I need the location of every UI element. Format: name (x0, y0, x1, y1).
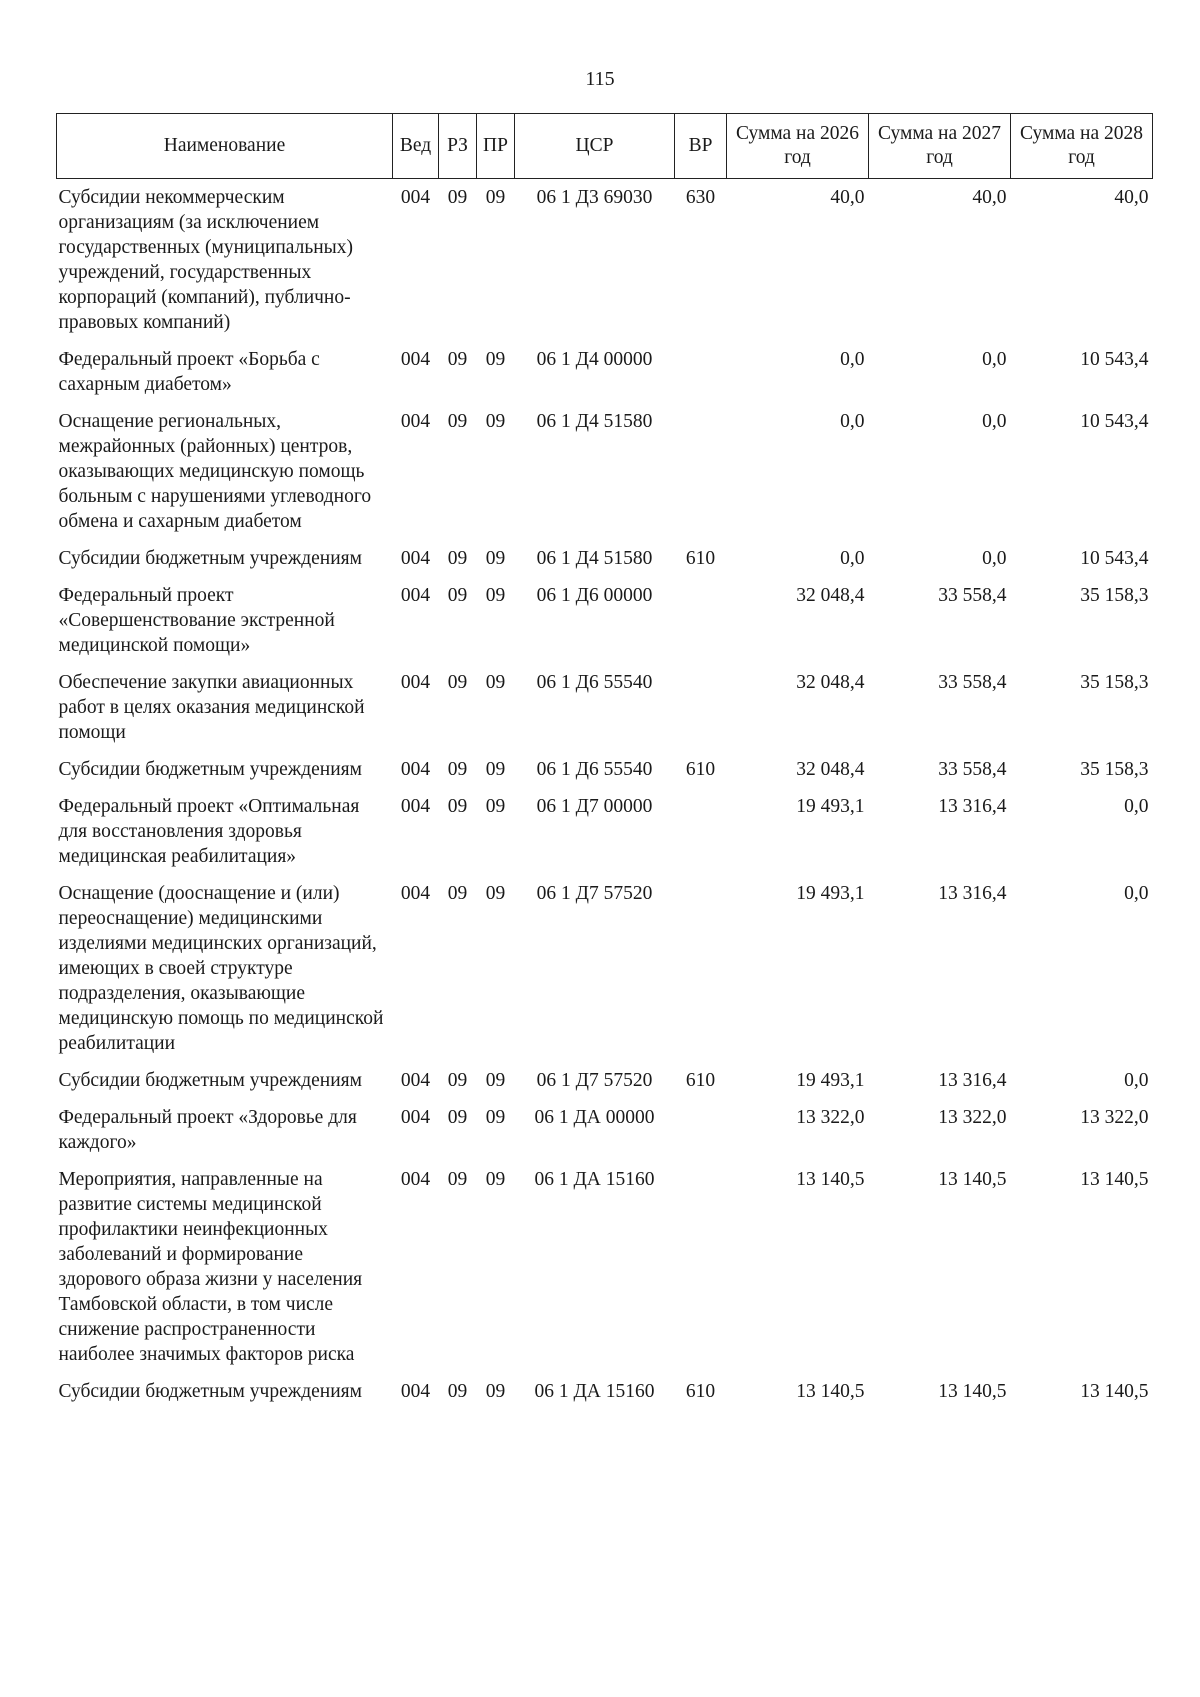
cell-ved: 004 (400, 585, 431, 606)
cell-sum-2026: 32 048,4 (796, 759, 865, 780)
cell-name: Субсидии некоммерческим организациям (за исключением государственных (муниципальных) учреждений, государственных корпораций (компаний), публично-правовых компаний) (58, 187, 354, 333)
cell-sum-2026: 0,0 (840, 349, 865, 370)
cell-sum-2026: 13 140,5 (796, 1169, 865, 1190)
table-row (57, 664, 1153, 751)
table-row (57, 788, 1153, 875)
cell-csr: 06 1 ДА 00000 (534, 1107, 655, 1128)
header-sum-2026: Сумма на 2026 год (727, 114, 869, 179)
cell-sum-2028: 0,0 (1124, 1070, 1149, 1091)
cell-sum-2027: 40,0 (972, 187, 1007, 208)
cell-csr: 06 1 ДА 15160 (534, 1169, 655, 1190)
cell-sum-2027: 0,0 (982, 349, 1007, 370)
cell-sum-2027: 13 316,4 (938, 883, 1007, 904)
cell-pr: 09 (485, 883, 506, 904)
cell-sum-2026: 32 048,4 (796, 585, 865, 606)
cell-sum-2026: 0,0 (840, 548, 865, 569)
cell-name: Оснащение региональных, межрайонных (районных) центров, оказывающих медицинскую помощь больным с нарушениями углеводного обмена и сахарным диабетом (58, 411, 372, 532)
table-row (57, 875, 1153, 1062)
table-row (57, 577, 1153, 664)
cell-ved: 004 (400, 759, 431, 780)
cell-sum-2027: 13 140,5 (938, 1381, 1007, 1402)
cell-vr (675, 788, 727, 875)
cell-pr: 09 (485, 1381, 506, 1402)
cell-pr: 09 (485, 1070, 506, 1091)
cell-sum-2026: 19 493,1 (796, 796, 865, 817)
cell-pr: 09 (485, 1107, 506, 1128)
cell-ved: 004 (400, 1070, 431, 1091)
cell-sum-2026: 40,0 (830, 187, 865, 208)
cell-csr: 06 1 ДА 15160 (534, 1381, 655, 1402)
cell-sum-2028: 0,0 (1124, 796, 1149, 817)
cell-pr: 09 (485, 759, 506, 780)
cell-name: Обеспечение закупки авиационных работ в целях оказания медицинской помощи (58, 672, 365, 743)
cell-rz: 09 (447, 759, 468, 780)
cell-rz: 09 (447, 672, 468, 693)
cell-pr: 09 (485, 411, 506, 432)
header-rz: РЗ (439, 114, 477, 179)
cell-ved: 004 (400, 548, 431, 569)
header-name: Наименование (57, 114, 393, 179)
cell-sum-2028: 13 322,0 (1080, 1107, 1149, 1128)
table-header-row (57, 114, 1153, 179)
cell-rz: 09 (447, 1070, 468, 1091)
cell-sum-2026: 0,0 (840, 411, 865, 432)
cell-csr: 06 1 Д4 51580 (536, 411, 653, 432)
cell-name: Федеральный проект «Борьба с сахарным диабетом» (58, 349, 320, 395)
cell-sum-2028: 35 158,3 (1080, 672, 1149, 693)
cell-name: Мероприятия, направленные на развитие системы медицинской профилактики неинфекционных заболеваний и формирование здорового образа жизни у населения Тамбовской области, в том числе снижение распространенности наиболее значимых факторов риска (58, 1169, 363, 1365)
cell-sum-2027: 13 140,5 (938, 1169, 1007, 1190)
cell-name: Оснащение (дооснащение и (или) переоснащение) медицинскими изделиями медицинских организаций, имеющих в своей структуре подразделения, оказывающие медицинскую помощь по медицинской реабилитации (58, 883, 384, 1054)
header-ved: Вед (393, 114, 439, 179)
cell-ved: 004 (400, 187, 431, 208)
header-sum-2027: Сумма на 2027 год (869, 114, 1011, 179)
cell-pr: 09 (485, 548, 506, 569)
cell-csr: 06 1 Д7 57520 (536, 1070, 653, 1091)
cell-sum-2027: 33 558,4 (938, 672, 1007, 693)
cell-sum-2026: 13 140,5 (796, 1381, 865, 1402)
table-row (57, 1373, 1153, 1410)
cell-sum-2026: 19 493,1 (796, 883, 865, 904)
cell-sum-2028: 40,0 (1114, 187, 1149, 208)
cell-rz: 09 (447, 1381, 468, 1402)
cell-pr: 09 (485, 1169, 506, 1190)
cell-pr: 09 (485, 349, 506, 370)
cell-rz: 09 (447, 883, 468, 904)
table-row (57, 403, 1153, 540)
cell-sum-2027: 0,0 (982, 548, 1007, 569)
cell-ved: 004 (400, 883, 431, 904)
cell-vr: 610 (685, 548, 716, 569)
cell-rz: 09 (447, 548, 468, 569)
cell-ved: 004 (400, 1107, 431, 1128)
cell-rz: 09 (447, 411, 468, 432)
budget-table-container (56, 113, 1152, 1410)
cell-csr: 06 1 Д3 69030 (536, 187, 653, 208)
cell-sum-2026: 19 493,1 (796, 1070, 865, 1091)
cell-vr (675, 403, 727, 540)
cell-csr: 06 1 Д7 57520 (536, 883, 653, 904)
cell-name: Субсидии бюджетным учреждениям (58, 759, 362, 780)
cell-vr: 610 (685, 1070, 716, 1091)
cell-csr: 06 1 Д4 00000 (536, 349, 653, 370)
cell-rz: 09 (447, 585, 468, 606)
cell-ved: 004 (400, 1169, 431, 1190)
table-body (57, 179, 1153, 1411)
cell-vr (675, 1099, 727, 1161)
cell-name: Федеральный проект «Оптимальная для восстановления здоровья медицинская реабилитация» (58, 796, 360, 867)
table-row (57, 1099, 1153, 1161)
cell-sum-2028: 13 140,5 (1080, 1169, 1149, 1190)
cell-ved: 004 (400, 1381, 431, 1402)
cell-name: Федеральный проект «Совершенствование экстренной медицинской помощи» (58, 585, 335, 656)
cell-sum-2028: 0,0 (1124, 883, 1149, 904)
header-csr: ЦСР (515, 114, 675, 179)
cell-pr: 09 (485, 187, 506, 208)
cell-csr: 06 1 Д6 55540 (536, 672, 653, 693)
cell-vr: 610 (685, 1381, 716, 1402)
cell-sum-2027: 13 316,4 (938, 1070, 1007, 1091)
cell-sum-2027: 0,0 (982, 411, 1007, 432)
header-sum-2028: Сумма на 2028 год (1011, 114, 1153, 179)
cell-vr (675, 577, 727, 664)
cell-vr (675, 875, 727, 1062)
cell-rz: 09 (447, 796, 468, 817)
table-row (57, 751, 1153, 788)
cell-ved: 004 (400, 411, 431, 432)
cell-csr: 06 1 Д7 00000 (536, 796, 653, 817)
header-pr: ПР (477, 114, 515, 179)
table-row (57, 341, 1153, 403)
cell-pr: 09 (485, 585, 506, 606)
cell-sum-2027: 13 316,4 (938, 796, 1007, 817)
cell-sum-2027: 13 322,0 (938, 1107, 1007, 1128)
cell-csr: 06 1 Д4 51580 (536, 548, 653, 569)
cell-ved: 004 (400, 796, 431, 817)
table-row (57, 179, 1153, 342)
cell-sum-2028: 13 140,5 (1080, 1381, 1149, 1402)
cell-csr: 06 1 Д6 55540 (536, 759, 653, 780)
cell-name: Федеральный проект «Здоровье для каждого» (58, 1107, 357, 1153)
table-row (57, 1062, 1153, 1099)
cell-vr (675, 1161, 727, 1373)
cell-sum-2027: 33 558,4 (938, 759, 1007, 780)
table-row (57, 540, 1153, 577)
cell-name: Субсидии бюджетным учреждениям (58, 1070, 362, 1091)
budget-table (56, 113, 1153, 1410)
cell-sum-2028: 10 543,4 (1080, 349, 1149, 370)
cell-sum-2026: 32 048,4 (796, 672, 865, 693)
cell-name: Субсидии бюджетным учреждениям (58, 1381, 362, 1402)
cell-pr: 09 (485, 796, 506, 817)
cell-ved: 004 (400, 349, 431, 370)
table-row (57, 1161, 1153, 1373)
cell-rz: 09 (447, 349, 468, 370)
cell-vr: 610 (685, 759, 716, 780)
cell-sum-2026: 13 322,0 (796, 1107, 865, 1128)
cell-sum-2028: 35 158,3 (1080, 759, 1149, 780)
cell-rz: 09 (447, 187, 468, 208)
cell-vr: 630 (685, 187, 716, 208)
cell-vr (675, 341, 727, 403)
cell-sum-2028: 35 158,3 (1080, 585, 1149, 606)
cell-sum-2028: 10 543,4 (1080, 411, 1149, 432)
cell-rz: 09 (447, 1107, 468, 1128)
cell-rz: 09 (447, 1169, 468, 1190)
cell-ved: 004 (400, 672, 431, 693)
cell-pr: 09 (485, 672, 506, 693)
cell-name: Субсидии бюджетным учреждениям (58, 548, 362, 569)
header-vr: ВР (675, 114, 727, 179)
cell-sum-2027: 33 558,4 (938, 585, 1007, 606)
page-number: 115 (585, 68, 615, 90)
cell-vr (675, 664, 727, 751)
cell-sum-2028: 10 543,4 (1080, 548, 1149, 569)
cell-csr: 06 1 Д6 00000 (536, 585, 653, 606)
